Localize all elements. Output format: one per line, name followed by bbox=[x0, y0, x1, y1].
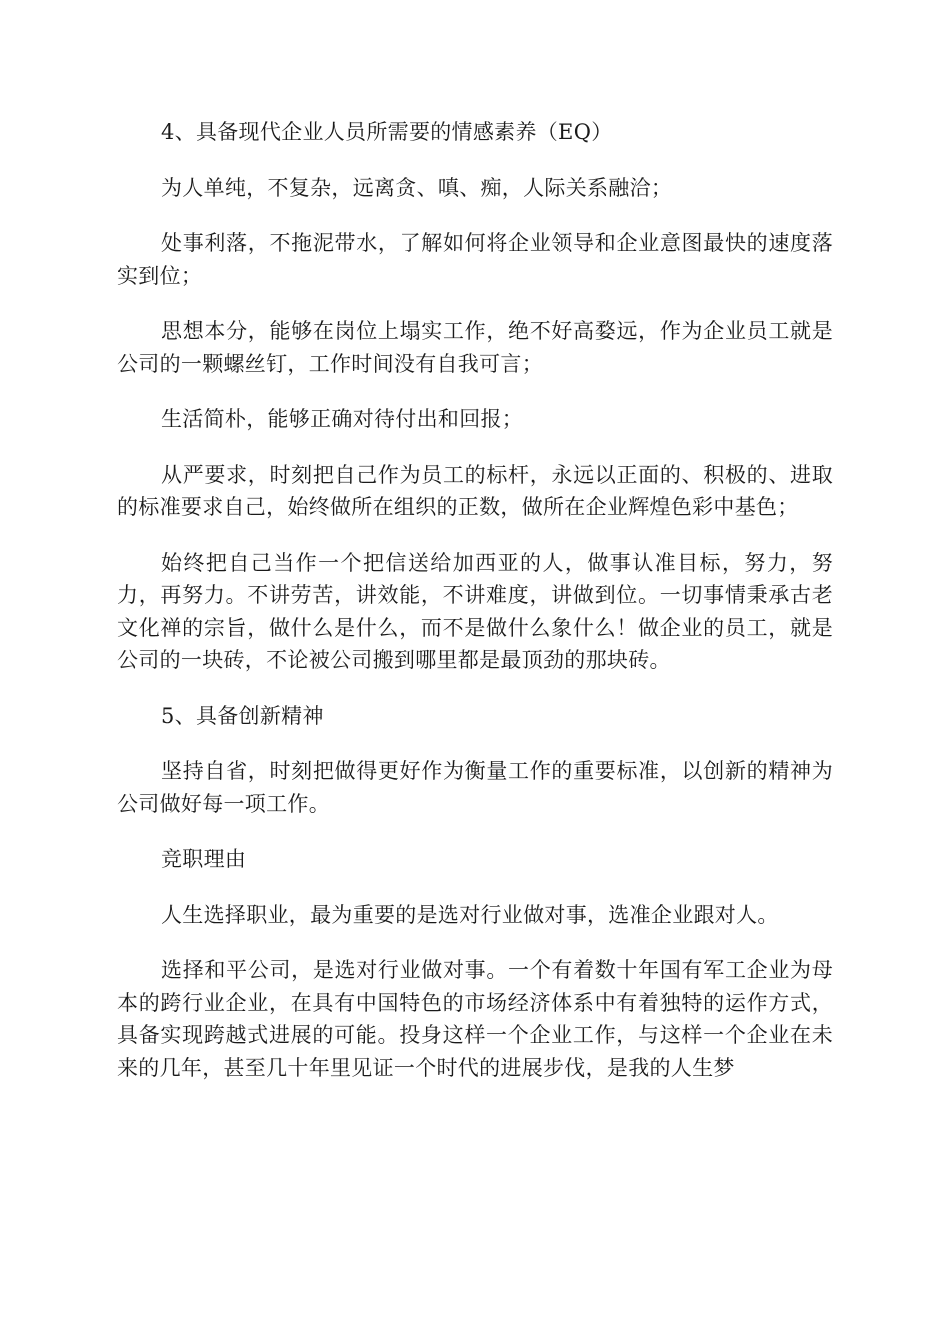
paragraph-message-to-garcia: 始终把自己当作一个把信送给加西亚的人，做事认准目标，努力，努力，再努力。不讲劳苦，讲效能，不讲难度，讲做到位。一切事情秉承古老文化禅的宗旨，做什么是什么，而不是做什么象什么！做企业的员工，就是公司的一块砖，不论被公司搬到哪里都是最顶劲的那块砖。 bbox=[117, 550, 833, 672]
document-body bbox=[117, 116, 833, 1107]
section-heading-innovation: 5、具备创新精神 bbox=[161, 703, 324, 728]
paragraph-self-reflection: 坚持自省，时刻把做得更好作为衡量工作的重要标准，以创新的精神为公司做好每一项工作。 bbox=[117, 759, 833, 816]
section-heading-reasons: 竞职理由 bbox=[161, 847, 247, 871]
paragraph-choose-company: 选择和平公司，是选对行业做对事。一个有着数十年国有军工企业为母本的跨行业企业，在具有中国特色的市场经济体系中有着独特的运作方式，具备实现跨越式进展的可能。投身这样一个企业工作，与这样一个企业在未来的几年，甚至几十年里见证一个时代的进展步伐，是我的人生梦 bbox=[117, 958, 833, 1080]
section-heading-eq: 4、具备现代企业人员所需要的情感素养（EQ） bbox=[161, 120, 613, 144]
paragraph-simple-person: 为人单纯，不复杂，远离贪、嗔、痴，人际关系融洽； bbox=[161, 175, 673, 200]
paragraph-dutiful-thinking: 思想本分，能够在岗位上塌实工作，绝不好高婺远，作为企业员工就是公司的一颗螺丝钉，工作时间没有自我可言； bbox=[117, 319, 833, 376]
paragraph-strict-requirements: 从严要求，时刻把自己作为员工的标杆，永远以正面的、积极的、进取的标准要求自己，始终做所在组织的正数，做所在企业辉煌色彩中基色； bbox=[117, 462, 833, 519]
paragraph-efficient-work: 处事利落，不拖泥带水，了解如何将企业领导和企业意图最快的速度落实到位； bbox=[117, 231, 833, 288]
paragraph-career-choice: 人生选择职业，最为重要的是选对行业做对事，选准企业跟对人。 bbox=[161, 902, 779, 927]
paragraph-simple-life: 生活简朴，能够正确对待付出和回报； bbox=[161, 407, 524, 431]
